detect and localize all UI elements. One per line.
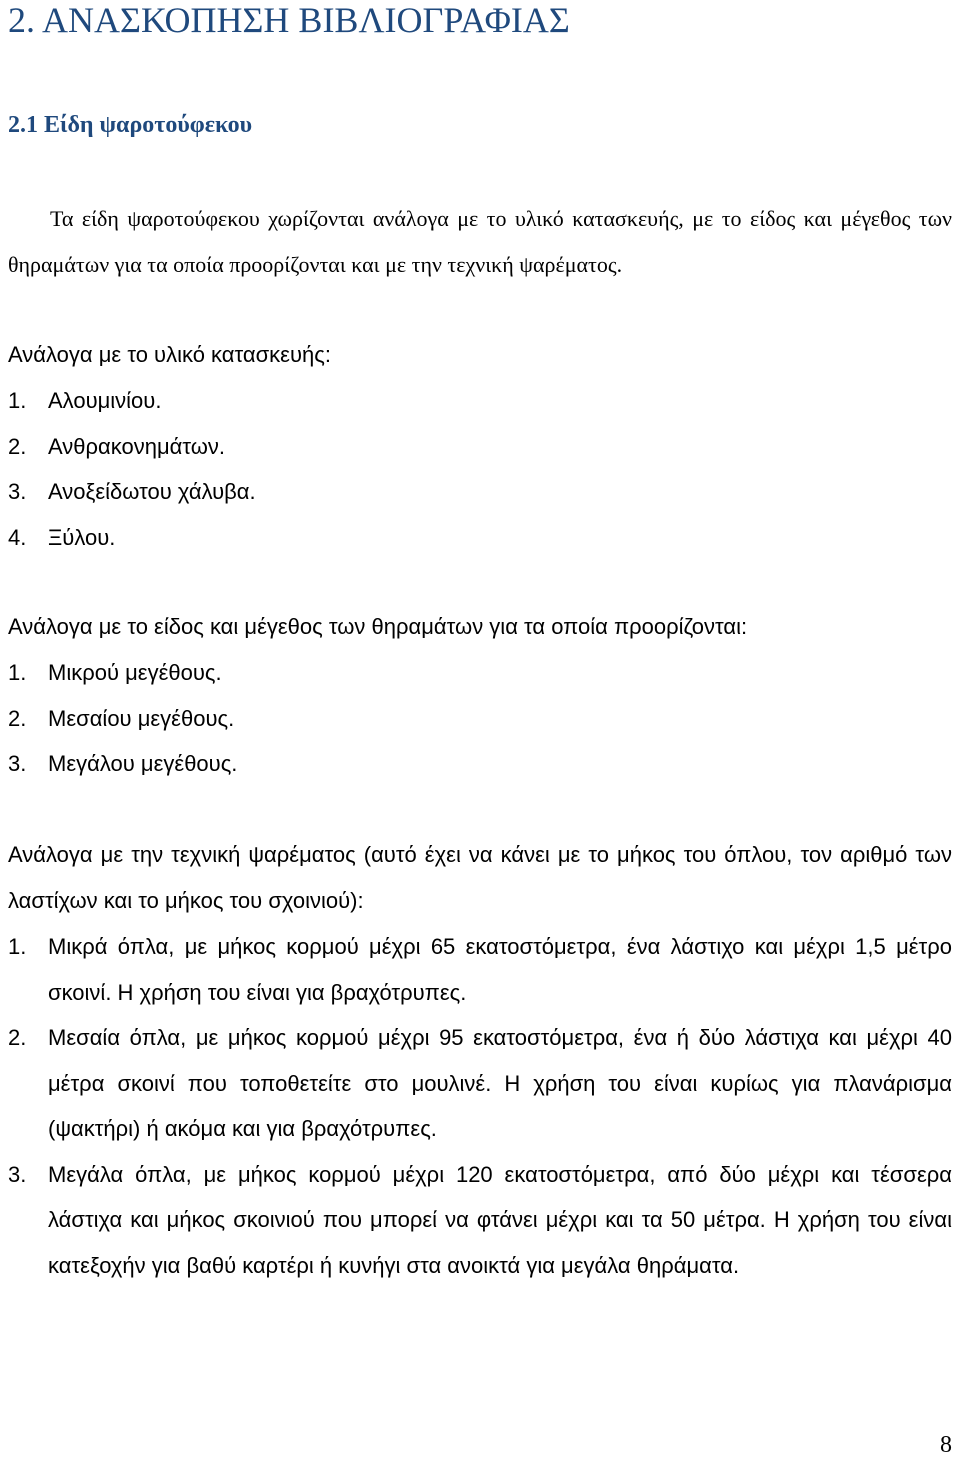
numbered-list (8, 378, 952, 560)
list-item (8, 424, 952, 470)
list-number: 3. (8, 1161, 27, 1187)
list-text: Μεγάλα όπλα, με μήκος κορμού μέχρι 120 εκατοστόμετρα, από δύο μέχρι και τέσσερα λάστιχα και μήκος σκοινιού που μπορεί να φτάνει μέχρι και τα 50 μέτρα. Η χρήση του είναι κατεξοχήν για βαθύ καρτέρι ή κυνήγι στα ανοικτά για μεγάλα θηράματα. (48, 1161, 952, 1278)
list-item (8, 1152, 952, 1289)
list-heading: Ανάλογα με το είδος και μέγεθος των θηραμάτων για τα οποία προορίζονται: (8, 614, 748, 639)
list-item (8, 650, 952, 696)
chapter-title: 2. ΑΝΑΣΚΟΠΗΣΗ ΒΙΒΛΙΟΓΡΑΦΙΑΣ (8, 0, 570, 40)
list-number: 1. (8, 934, 27, 959)
list-item (8, 741, 952, 787)
list-item (8, 1015, 952, 1152)
technique-list-group (8, 832, 952, 1288)
list-text: Ανοξείδωτου χάλυβα. (48, 479, 256, 504)
list-text: Μικρού μεγέθους. (48, 660, 222, 685)
list-number: 4. (8, 524, 27, 550)
page-number: 8 (940, 1432, 952, 1458)
list-text: Ξύλου. (48, 524, 116, 550)
section-title: 2.1 Είδη ψαροτούφεκου (8, 112, 253, 138)
list-number: 3. (8, 479, 27, 504)
list-text: Μεσαία όπλα, με μήκος κορμού μέχρι 95 εκατοστόμετρα, ένα ή δύο λάστιχα και μέχρι 40 μέτρα σκοινί που τοποθετείτε στο μουλινέ. Η χρήση του είναι κυρίως για πλανάρισμα (ψακτήρι) ή ακόμα και για βραχότρυπες. (48, 1025, 952, 1141)
list-number: 2. (8, 433, 27, 459)
material-list-group (8, 332, 952, 560)
list-item (8, 378, 952, 424)
prey-size-list-group (8, 604, 952, 787)
list-number: 2. (8, 705, 27, 731)
list-number: 2. (8, 1025, 27, 1050)
list-text: Μεσαίου μεγέθους. (48, 705, 235, 731)
list-heading: Ανάλογα με το υλικό κατασκευής: (8, 342, 331, 367)
intro-paragraph: Τα είδη ψαροτούφεκου χωρίζονται ανάλογα με το υλικό κατασκευής, με το είδος και μέγεθος των θηραμάτων για τα οποία προορίζονται και με την τεχνική ψαρέματος. (8, 206, 952, 277)
list-text: Ανθρακονημάτων. (48, 433, 226, 459)
numbered-list (8, 924, 952, 1288)
list-item (8, 696, 952, 742)
list-item (8, 924, 952, 1015)
list-text: Μεγάλου μεγέθους. (48, 751, 238, 776)
numbered-list (8, 650, 952, 787)
list-heading: Ανάλογα με την τεχνική ψαρέματος (αυτό έχει να κάνει με το μήκος του όπλου, τον αριθμό των λαστίχων και το μήκος του σχοινιού): (8, 842, 952, 913)
list-text: Μικρά όπλα, με μήκος κορμού μέχρι 65 εκατοστόμετρα, ένα λάστιχο και μέχρι 1,5 μέτρο σκοινί. Η χρήση του είναι για βραχότρυπες. (48, 934, 952, 1005)
list-text: Αλουμινίου. (48, 388, 162, 413)
list-number: 3. (8, 751, 27, 776)
list-item (8, 469, 952, 515)
list-item (8, 515, 952, 561)
list-number: 1. (8, 660, 27, 685)
list-number: 1. (8, 388, 27, 413)
